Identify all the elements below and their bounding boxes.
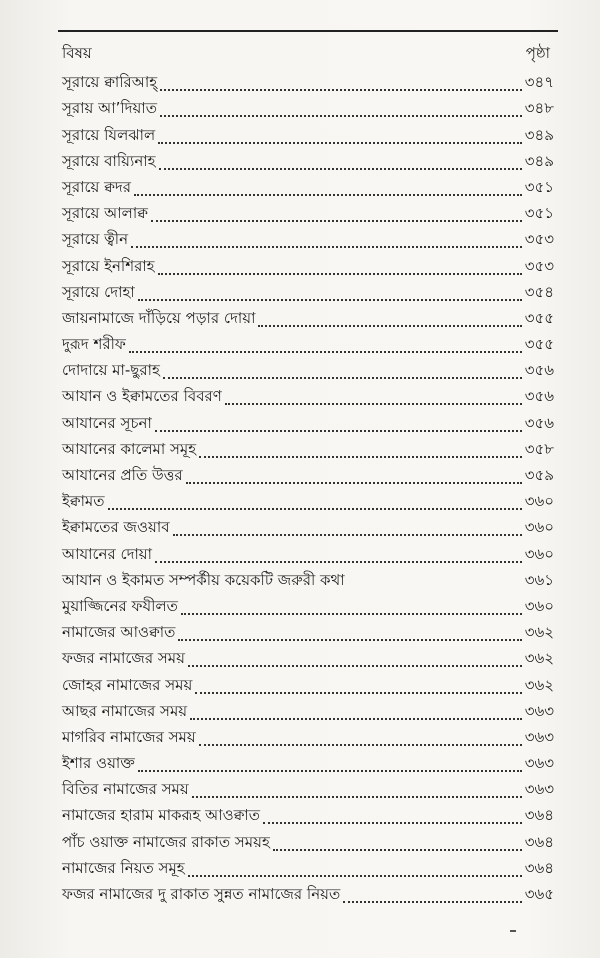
dot-leader xyxy=(129,351,522,353)
toc-entry xyxy=(62,620,554,646)
toc-entry xyxy=(62,515,554,541)
top-rule xyxy=(58,30,558,32)
toc-entry-title: সূরায়ে যিলঝাল xyxy=(62,125,156,144)
toc-entry-page-number: ৩৫৬ xyxy=(524,387,554,406)
dot-leader xyxy=(155,430,522,432)
toc-entry-page-number: ৩৬৩ xyxy=(524,780,554,799)
table-of-contents xyxy=(62,70,554,908)
toc-entry-title: ফজর নামাজের সময় xyxy=(62,649,185,668)
toc-entry-title: আযান ও ইক্বামতের বিবরণ xyxy=(62,387,222,406)
toc-entry xyxy=(62,541,554,567)
toc-entry-title: আযানের প্রতি উত্তর xyxy=(62,466,183,484)
toc-entry-page-number: ৩৬১ xyxy=(524,570,554,589)
toc-entry xyxy=(62,96,554,122)
toc-entry-page-number: ৩৪৯ xyxy=(524,151,554,170)
toc-entry xyxy=(62,253,554,279)
page-mark xyxy=(510,930,516,932)
toc-entry-page-number: ৩৬৩ xyxy=(524,754,554,773)
toc-entry xyxy=(62,463,554,489)
toc-entry-title: জোহর নামাজের সময় xyxy=(62,675,193,694)
toc-entry-page-number: ৩৪৭ xyxy=(524,73,554,92)
toc-entry-title: সূরায়ে ত্বীন xyxy=(62,230,129,249)
dot-leader xyxy=(195,692,521,694)
toc-entry-title: ইশার ওয়াক্ত xyxy=(62,754,135,773)
toc-entry-title: জায়নামাজে দাঁড়িয়ে পড়ার দোয়া xyxy=(62,308,256,327)
toc-entry-page-number: ৩৬৩ xyxy=(524,727,554,746)
toc-entry-page-number: ৩৬৪ xyxy=(524,806,554,825)
toc-entry-title: আযান ও ইকামত সম্পর্কীয় কয়েকটি জরুরী কথা xyxy=(62,570,345,589)
toc-entry-title: নামাজের নিয়ত সমূহ xyxy=(62,858,185,877)
toc-entry xyxy=(62,358,554,384)
dot-leader xyxy=(181,613,522,615)
toc-entry-title: ইক্বামত xyxy=(62,492,105,511)
toc-entry-page-number: ৩৬২ xyxy=(524,675,554,694)
toc-entry-title: সূরায়ে আলাক্ব xyxy=(62,204,148,223)
toc-entry xyxy=(62,751,554,777)
toc-entry xyxy=(62,594,554,620)
toc-entry xyxy=(62,306,554,332)
dot-leader xyxy=(190,718,522,720)
toc-entry-page-number: ৩৬৫ xyxy=(524,885,554,903)
toc-entry-page-number: ৩৫৬ xyxy=(524,413,554,432)
dot-leader xyxy=(160,89,522,91)
toc-entry xyxy=(62,882,554,908)
toc-entry-title: সূরায়ে ইনশিরাহ xyxy=(62,256,155,275)
dot-leader xyxy=(263,822,522,824)
toc-entry-title: নামাজের হারাম মাকরূহ আওক্বাত xyxy=(62,806,261,825)
toc-entry-page-number: ৩৪৮ xyxy=(524,99,554,118)
toc-entry-page-number: ৩৪৯ xyxy=(524,125,554,144)
dot-leader xyxy=(108,508,522,510)
toc-entry-page-number: ৩৬০ xyxy=(524,596,554,615)
dot-leader xyxy=(225,403,522,405)
toc-entry-title: নামাজের আওক্বাত xyxy=(62,623,176,642)
toc-entry xyxy=(62,384,554,410)
toc-entry-page-number: ৩৫১ xyxy=(524,204,554,223)
toc-entry xyxy=(62,725,554,751)
toc-entry-title: সূরায় আ’দিয়াত xyxy=(62,99,157,118)
dot-leader xyxy=(343,901,522,903)
toc-entry xyxy=(62,149,554,175)
dot-leader xyxy=(348,587,522,589)
toc-entry-title: ইক্বামতের জওয়াব xyxy=(62,518,170,537)
toc-entry xyxy=(62,672,554,698)
toc-entry-title: দুরূদ শরীফ xyxy=(62,335,126,354)
toc-entry-title: সূরায়ে ক্বদর xyxy=(62,177,132,196)
toc-entry-title: সূরায়ে ক্বারিআহ্ xyxy=(62,73,158,92)
toc-entry xyxy=(62,829,554,855)
dot-leader xyxy=(188,875,522,877)
toc-entry-title: বিতির নামাজের সময় xyxy=(62,780,189,799)
toc-entry-page-number: ৩৫১ xyxy=(524,177,554,196)
toc-entry xyxy=(62,201,554,227)
dot-leader xyxy=(138,770,522,772)
toc-entry-title: আযানের সূচনা xyxy=(62,413,152,432)
toc-entry-page-number: ৩৬০ xyxy=(524,492,554,511)
toc-entry-page-number: ৩৫৮ xyxy=(524,439,554,458)
toc-entry-page-number: ৩৬৩ xyxy=(524,701,554,720)
toc-entry-title: সূরায়ে দোহা xyxy=(62,282,135,301)
toc-entry-page-number: ৩৬২ xyxy=(524,623,554,642)
toc-entry-title: আযানের কালেমা সমূহ xyxy=(62,439,197,458)
dot-leader xyxy=(199,456,522,458)
toc-entry xyxy=(62,175,554,201)
dot-leader xyxy=(163,377,522,379)
toc-entry xyxy=(62,646,554,672)
toc-entry-page-number: ৩৬২ xyxy=(524,649,554,668)
dot-leader xyxy=(159,168,522,170)
toc-entry-title: আযানের দোয়া xyxy=(62,544,152,563)
dot-leader xyxy=(199,744,522,746)
toc-entry-page-number: ৩৫৯ xyxy=(524,466,554,484)
toc-entry-title: আছর নামাজের সময় xyxy=(62,701,188,720)
dot-leader xyxy=(188,665,522,667)
toc-entry-page-number: ৩৫৬ xyxy=(524,361,554,380)
toc-entry-title: মুয়াজ্জিনের ফযীলত xyxy=(62,596,178,615)
dot-leader xyxy=(192,796,522,798)
toc-entry xyxy=(62,437,554,463)
toc-entry xyxy=(62,70,554,96)
subject-column-heading: বিষয় xyxy=(62,44,92,62)
dot-leader xyxy=(155,561,522,563)
toc-entry-title: সূরায়ে বায়্যিনাহ xyxy=(62,151,156,170)
dot-leader xyxy=(160,115,522,117)
toc-entry xyxy=(62,280,554,306)
toc-entry-page-number: ৩৫৫ xyxy=(524,335,554,354)
toc-entry-page-number: ৩৫৩ xyxy=(524,256,554,275)
dot-leader xyxy=(273,849,522,851)
dot-leader xyxy=(158,273,522,275)
toc-entry-title: ফজর নামাজের দু রাকাত সুন্নত নামাজের নিয়ত xyxy=(62,885,341,903)
toc-entry-page-number: ৩৫৪ xyxy=(524,282,554,301)
dot-leader xyxy=(158,142,522,144)
toc-entry-page-number: ৩৫৩ xyxy=(524,230,554,249)
toc-entry-title: পাঁচ ওয়াক্ত নামাজের রাকাত সময়হ xyxy=(62,832,270,851)
toc-entry-title: দোদায়ে মা-ছুরাহ xyxy=(62,361,160,380)
dot-leader xyxy=(138,299,522,301)
toc-entry-page-number: ৩৬০ xyxy=(524,544,554,563)
toc-entry xyxy=(62,489,554,515)
dot-leader xyxy=(173,534,522,536)
dot-leader xyxy=(134,194,522,196)
toc-entry-page-number: ৩৫৫ xyxy=(524,308,554,327)
toc-entry xyxy=(62,777,554,803)
toc-entry xyxy=(62,699,554,725)
toc-entry xyxy=(62,227,554,253)
toc-header xyxy=(62,42,550,67)
dot-leader xyxy=(258,325,521,327)
toc-entry-page-number: ৩৬০ xyxy=(524,518,554,537)
dot-leader xyxy=(186,482,522,484)
dot-leader xyxy=(178,639,521,641)
toc-entry xyxy=(62,410,554,436)
toc-entry xyxy=(62,122,554,148)
toc-entry-page-number: ৩৬৪ xyxy=(524,858,554,877)
toc-entry xyxy=(62,568,554,594)
dot-leader xyxy=(151,220,522,222)
toc-entry xyxy=(62,856,554,882)
dot-leader xyxy=(131,246,522,248)
page-column-heading: পৃষ্ঠা xyxy=(525,44,550,62)
toc-entry xyxy=(62,803,554,829)
toc-entry-title: মাগরিব নামাজের সময় xyxy=(62,727,196,746)
toc-entry xyxy=(62,332,554,358)
toc-entry-page-number: ৩৬৪ xyxy=(524,832,554,851)
